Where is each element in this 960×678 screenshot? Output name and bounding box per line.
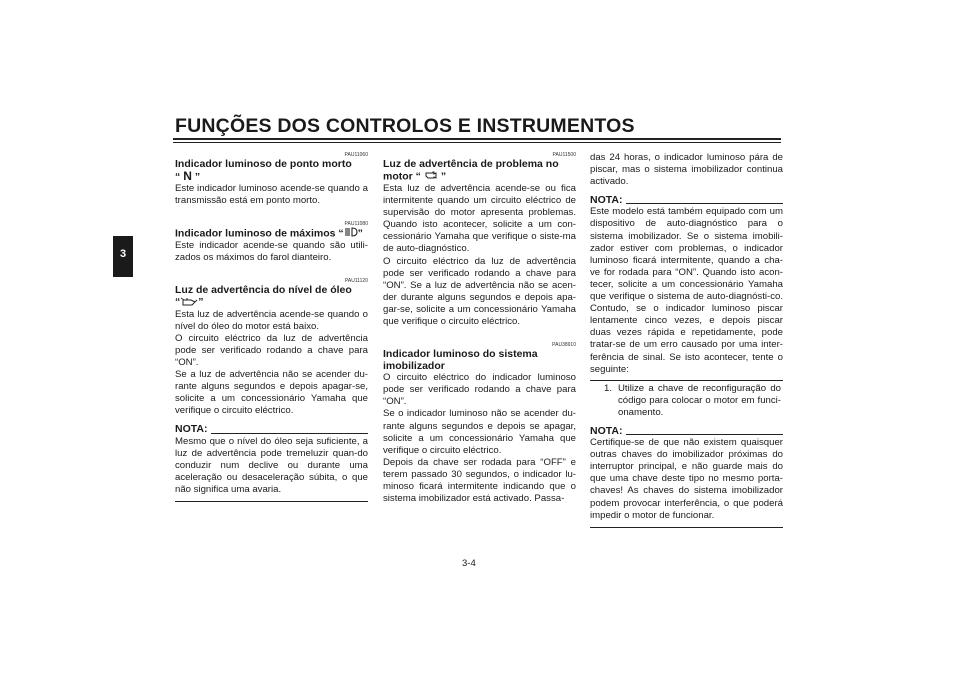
paragraph: O circuito eléctrico do indicador luminoso pode ser verificado rodando a chave para “ON”. (383, 372, 576, 408)
note-text: Este modelo está também equipado com um dispositivo de auto-diagnóstico para o sistema imobilizador. Se o sistema imobili-zador estiver com problemas, o indicador luminoso ficará intermitente, quando a cha-ve for rodada para “ON”. Quando isto acon-tecer, solicite a um concessionário Yamaha que verifique o sistema de auto-diagnósti-co. Contudo, se o indicador luminoso piscar lentamente cinco vezes, e depois piscar duas vezes rápida e repetidamente, pode tratar-se de um erro causado por uma inter-ferência de sinal. Se isto acontecer, tente o seguinte: (590, 206, 783, 375)
paragraph: Depois da chave ser rodada para “OFF” e terem passado 30 segundos, o indicador lu-minoso ficará intermitente indicando que o sistema imobilizador está activado. Passa- (383, 456, 576, 505)
section-title: Luz de advertência de problema no (383, 158, 559, 170)
note-header (590, 194, 783, 206)
note-header (175, 423, 368, 435)
note-label: NOTA: (590, 424, 623, 437)
paragraph: Este indicador acende-se quando são utili-zados os máximos do farol dianteiro. (175, 240, 368, 264)
oil-can-icon (180, 297, 198, 309)
paragraph: Este indicador luminoso acende-se quando a transmissão está em ponto morto. (175, 183, 368, 207)
paragraph: O circuito eléctrico da luz de advertência pode ser verificado rodando a chave para “ON”. Se a luz de advertência não se acen-der durante alguns segundos e depois apa-gar-se, solicite a um concessionário Yamaha que verifique o circuito eléctrico. (383, 255, 576, 328)
section-title: Indicador luminoso de ponto morto (175, 158, 352, 170)
paragraph: Se a luz de advertência não se acender du-rante alguns segundos e depois apagar-se, solicite a um concessionário Yamaha que verifique o circuito eléctrico. (175, 369, 368, 417)
list-item-number: 1. (603, 382, 612, 394)
note-text: Certifique-se de que não existem quaisquer outras chaves do imobilizador próximas do interruptor principal, e não guarde mais do que uma chave deste tipo no mesmo porta-chaves! As chaves do sistema imobilizador podem provocar interferência, o que poderá impedir o motor de funcionar. (590, 437, 783, 521)
column-2 (383, 150, 576, 505)
section-code: PAU11060 (344, 152, 368, 158)
section-code: PAU38910 (552, 342, 576, 349)
section-title-symbol: “ N ” (175, 169, 201, 183)
section-code: PAU11500 (552, 152, 576, 158)
note-label: NOTA: (590, 194, 623, 207)
chapter-tab-label: 3 (119, 248, 127, 260)
section-title-symbol: motor “ ” (383, 170, 447, 183)
paragraph: Esta luz de advertência acende-se quando o nível do óleo do motor está baixo. (175, 308, 368, 332)
page-number: 3-4 (462, 558, 476, 569)
note-end-rule (175, 501, 368, 502)
header-rule-thin (173, 142, 781, 143)
note-header (590, 425, 783, 437)
paragraph: Se o indicador luminoso não se acender du-rante alguns segundos e depois se apagar, solicite a um concessionário Yamaha que verifique o circuito eléctrico. (383, 408, 576, 456)
header-rule (173, 138, 781, 140)
section-title: Indicador luminoso do sistema (383, 348, 538, 361)
list-item (590, 383, 783, 419)
column-3 (590, 152, 783, 528)
section-code: PAU11080 (344, 221, 368, 228)
high-beam-icon (344, 227, 358, 240)
paragraph: das 24 horas, o indicador luminoso pára de piscar, mas o sistema imobilizador continua activado. (590, 152, 783, 188)
note-label: NOTA: (175, 423, 208, 436)
note-text: Mesmo que o nível do óleo seja suficiente, a luz de advertência pode tremeluzir quan-do conduzir num declive ou durante uma aceleração ou desaceleração súbita, o que não significa uma avaria. (175, 435, 368, 495)
list-item-text: Utilize a chave de reconfiguração do código para colocar o motor em funci-onamento. (618, 382, 781, 418)
section-title: Luz de advertência do nível de óleo (175, 284, 352, 297)
section-code: PAU11120 (344, 278, 368, 285)
section-title: imobilizador (383, 360, 445, 373)
note-end-rule (590, 380, 783, 381)
note-end-rule (590, 527, 783, 528)
engine-warning-icon (424, 170, 438, 183)
paragraph: O circuito eléctrico da luz de advertência pode ser verificado rodando a chave para “ON”. (175, 332, 368, 368)
column-1 (175, 150, 368, 502)
chapter-tab (113, 236, 133, 277)
neutral-indicator-icon: N (183, 169, 192, 183)
paragraph: Esta luz de advertência acende-se ou fica intermitente quando um circuito eléctrico de supervisão do motor apresenta problemas. Quando isto acontecer, solicite a um con-cessionário Yamaha que verifique o siste-ma de auto-diagnóstico. (383, 183, 576, 255)
section-title: Indicador luminoso de máximos “ ” (175, 227, 363, 240)
section-title-symbol: “ ” (175, 296, 204, 309)
page-header-title: FUNÇÕES DOS CONTROLOS E INSTRUMENTOS (175, 115, 635, 137)
